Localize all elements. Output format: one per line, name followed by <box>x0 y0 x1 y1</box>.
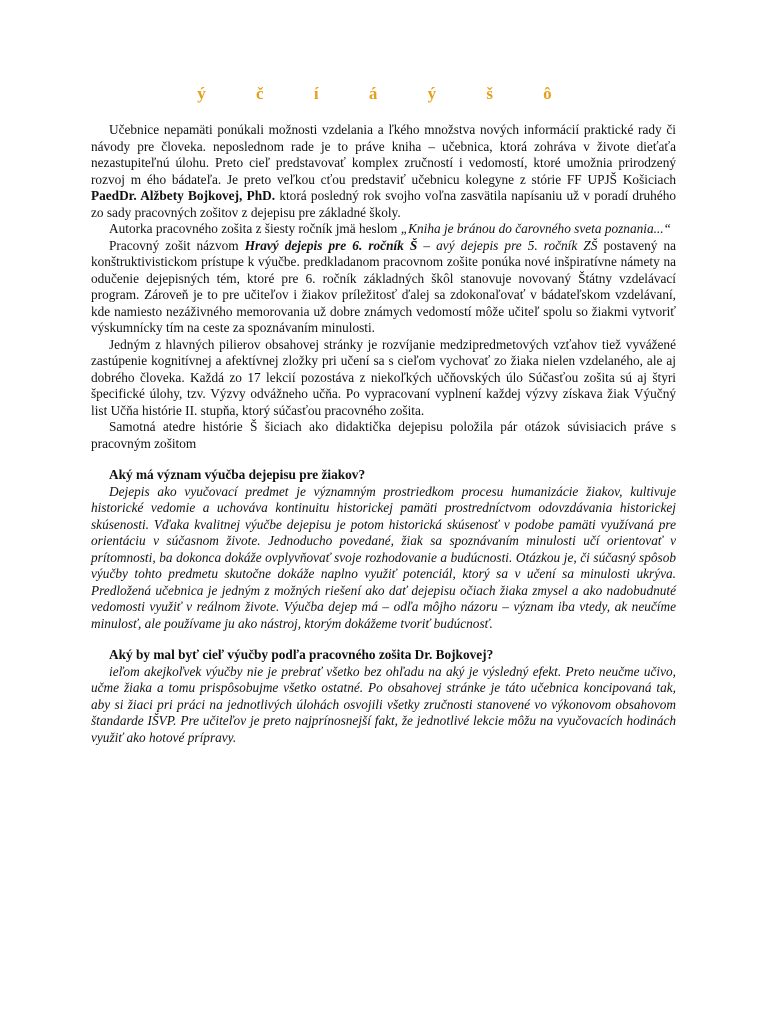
motto-quote: „Kniha je bránou do čarovného sveta poznania...“ <box>400 221 671 236</box>
workbook-title: Hravý dejepis pre 6. ročník Š <box>244 237 418 253</box>
paragraph-interview-intro: Samotná atedre histórie Š šiciach ako didaktička dejepisu položila pár otázok súvisiacich práve s pracovným zošitom <box>91 419 676 451</box>
question-2: Aký by mal byť cieľ výučby podľa pracovného zošita Dr. Bojkovej? <box>109 647 494 662</box>
answer-2: ieľom akejkoľvek výučby nie je prebrať všetko bez ohľadu na aký je výsledný efekt. Preto neučme učivo, učme žiaka a tomu prispôsobujme všetko ostatné. Po obsahovej stránke je táto učebnica koncipovaná tak, aby si žiaci pri práci na jednotlivých úlohách osvojili všetky zručnosti stanovené vo výkonovom obsahovom štandarde IŠVP. Pre učiteľov je preto najprínosnejší fakt, že jednotlivé lekcie môžu na vyučovacích hodinách využiť ako hotové prípravy. <box>91 663 676 745</box>
paragraph-pillars: Jedným z hlavných pilierov obsahovej stránky je rozvíjanie medzipredmetových vzťahov tiež vyvážené zastúpenie kognitívnej a afektívnej zložky pri učení sa s cieľom vychovať zo žiaka nielen vzdelaného, ale aj dobrého človeka. Každá zo 17 lekcií pozostáva z niekoľkých učňovských úlo Súčasťou zošita sú aj štyri špecifické úlohy, tzv. Výzvy odvážneho učňa. Po vypracovaní vyplnení každej výzvy získava žiak Výučný list Učňa histórie II. stupňa, ktorý súčasťou pracovného zošita. <box>91 336 676 418</box>
paragraph-workbook-dash: – <box>423 237 431 253</box>
document-page <box>91 84 676 746</box>
previous-workbook-title: avý dejepis pre 5. ročník ZŠ <box>436 237 598 253</box>
article-title: ý č í á ý š ô <box>197 84 570 103</box>
paragraph-workbook-lead: Pracovný zošit názvom <box>109 237 239 253</box>
paragraph-motto-text: Autorka pracovného zošita z šiesty ročník jmä heslom <box>109 221 398 236</box>
answer-1: Dejepis ako vyučovací predmet je významným prostriedkom procesu humanizácie žiakov, kultivuje historické vedomie a uchováva kontinuitu historickej pamäti prostredníctvom odovzdávania historickej skúsenosti. Vďaka kvalitnej výučbe dejepisu je potom historická skúsenosť v podobe pamäti využívaná pre orientáciu v súčasnom živote. Jednoducho povedané, žiak sa spoznávaním minulosti učí orientovať v prítomnosti, ba dokonca dokáže ovplyvňovať svoje rozhodovanie a budúcnosti. Otázkou je, či súčasný spôsob výučby tohto predmetu skutočne dokáže naplno využiť potenciál, ktorý sa v učení sa minulosti ukrýva. Predložená učebnica je jedným z možných riešení ako dať dejepisu očiach žiaka zmysel a ako nadobudnuté vedomosti využiť v reálnom živote. Výučba dejep má – odľa môjho názoru – význam iba vtedy, ak neučíme minulosť, ale používame ju ako nástroj, ktorým dokážeme tvoriť budúcnosť. <box>91 483 676 631</box>
paragraph-motto <box>91 221 676 238</box>
paragraph-workbook <box>91 238 676 337</box>
paragraph-intro-text: Učebnice nepamäti ponúkali možnosti vzdelania a ľkého množstva nových informácií praktické rady či návody pre človeka. neposlednom rade je to práve kniha – učebnica, ktorá zohráva v živote dieťaťa nezastupiteľnú úlohu. Preto cieľ predstavovať komplex zručností i vedomostí, ktoré umožnia prirodzený rozvoj m ého bádateľa. Je preto veľkou cťou predstaviť učebnicu kolegyne z stórie FF UPJŠ Košiciach <box>91 122 676 187</box>
paragraph-intro-end: ktorá posledný rok svojho voľna zasvätila napísaniu už v poradí druhého zo sady pracovných zošitov z dejepisu pre základné školy. <box>91 188 677 220</box>
author-name: PaedDr. Alžbety Bojkovej, PhD. <box>91 188 276 203</box>
paragraph-intro <box>91 122 676 221</box>
paragraph-workbook-text: postavený na konštruktivistickom prístupe k výučbe. predkladanom pracovnom zošite ponúka nové inšpiratívne námety na odučenie dejepisných tém, ktoré pre 6. ročník základných škôl stanovuje novovaný Štátny vzdelávací program. Zároveň je to pre učiteľov i žiakov príležitosť ďalej sa zdokonaľovať v bádateľskom vzdelávaní, kde namiesto nezáživného memorovania už dobre známych vedomostí môže učiteľ spolu so žiakmi vytvoriť výskumnícky tím na ceste za spoznávaním minulosti. <box>91 237 677 335</box>
question-1: Aký má význam výučba dejepisu pre žiakov? <box>109 467 366 482</box>
